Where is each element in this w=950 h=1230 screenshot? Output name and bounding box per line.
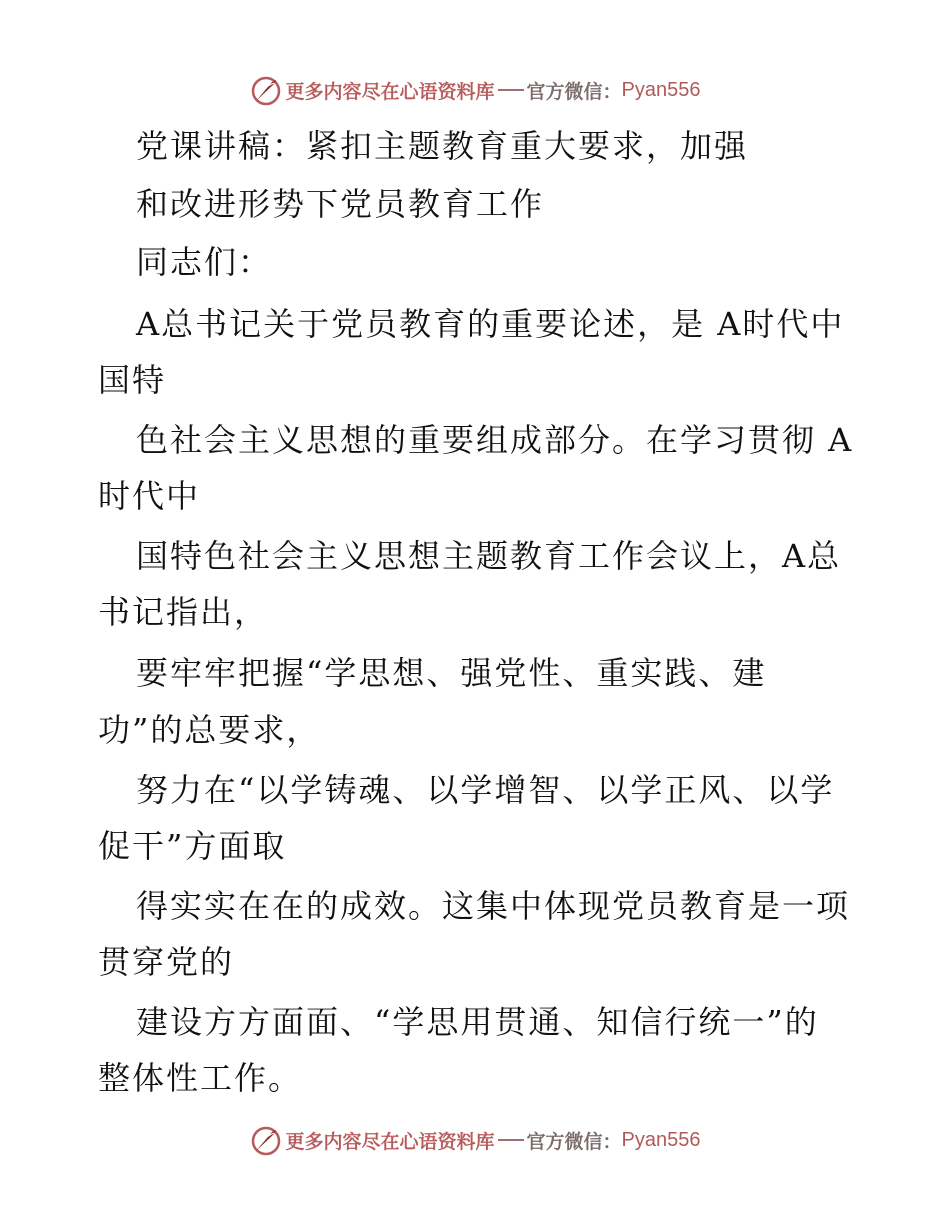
body-line: 建设方方面面、“学思用贯通、知信行统一”的: [136, 1003, 819, 1041]
footer-dash: [498, 1139, 524, 1141]
header-banner: [0, 70, 950, 110]
body-line: 书记指出，: [98, 593, 269, 631]
body-line: 国特: [98, 361, 167, 399]
body-line: 色社会主义思想的重要组成部分。在学习贯彻 A: [136, 421, 854, 459]
header-wechat-label: 官方微信：: [526, 80, 622, 103]
quill-pen-logo-icon: [250, 74, 282, 106]
body-line: 促干”方面取: [98, 827, 287, 865]
body-line: 功”的总要求，: [98, 711, 321, 749]
footer-site-text: 更多内容尽在心语资料库: [285, 1130, 495, 1153]
document-title-line-2: 和改进形势下党员教育工作: [136, 185, 545, 223]
body-line: 要牢牢把握“学思想、强党性、重实践、建: [136, 654, 767, 692]
salutation: 同志们：: [136, 243, 273, 281]
body-line: 整体性工作。: [98, 1059, 303, 1097]
body-line: 努力在“以学铸魂、以学增智、以学正风、以学: [136, 771, 835, 809]
header-site-text: 更多内容尽在心语资料库: [285, 80, 495, 103]
body-line: 时代中: [98, 477, 201, 515]
body-line: A总书记关于党员教育的重要论述，是 A时代中: [136, 305, 845, 343]
footer-banner: [0, 1120, 950, 1160]
body-line: 得实实在在的成效。这集中体现党员教育是一项: [136, 887, 851, 925]
header-dash: [498, 89, 524, 91]
footer-wechat-label: 官方微信：: [526, 1130, 622, 1153]
document-title-line-1: 党课讲稿：紧扣主题教育重大要求，加强: [136, 127, 749, 165]
quill-pen-logo-icon: [250, 1124, 282, 1156]
body-line: 国特色社会主义思想主题教育工作会议上，A总: [136, 537, 842, 575]
body-line: 贯穿党的: [98, 943, 235, 981]
header-wechat-id: Pyan556: [621, 78, 701, 101]
footer-wechat-id: Pyan556: [621, 1128, 701, 1151]
